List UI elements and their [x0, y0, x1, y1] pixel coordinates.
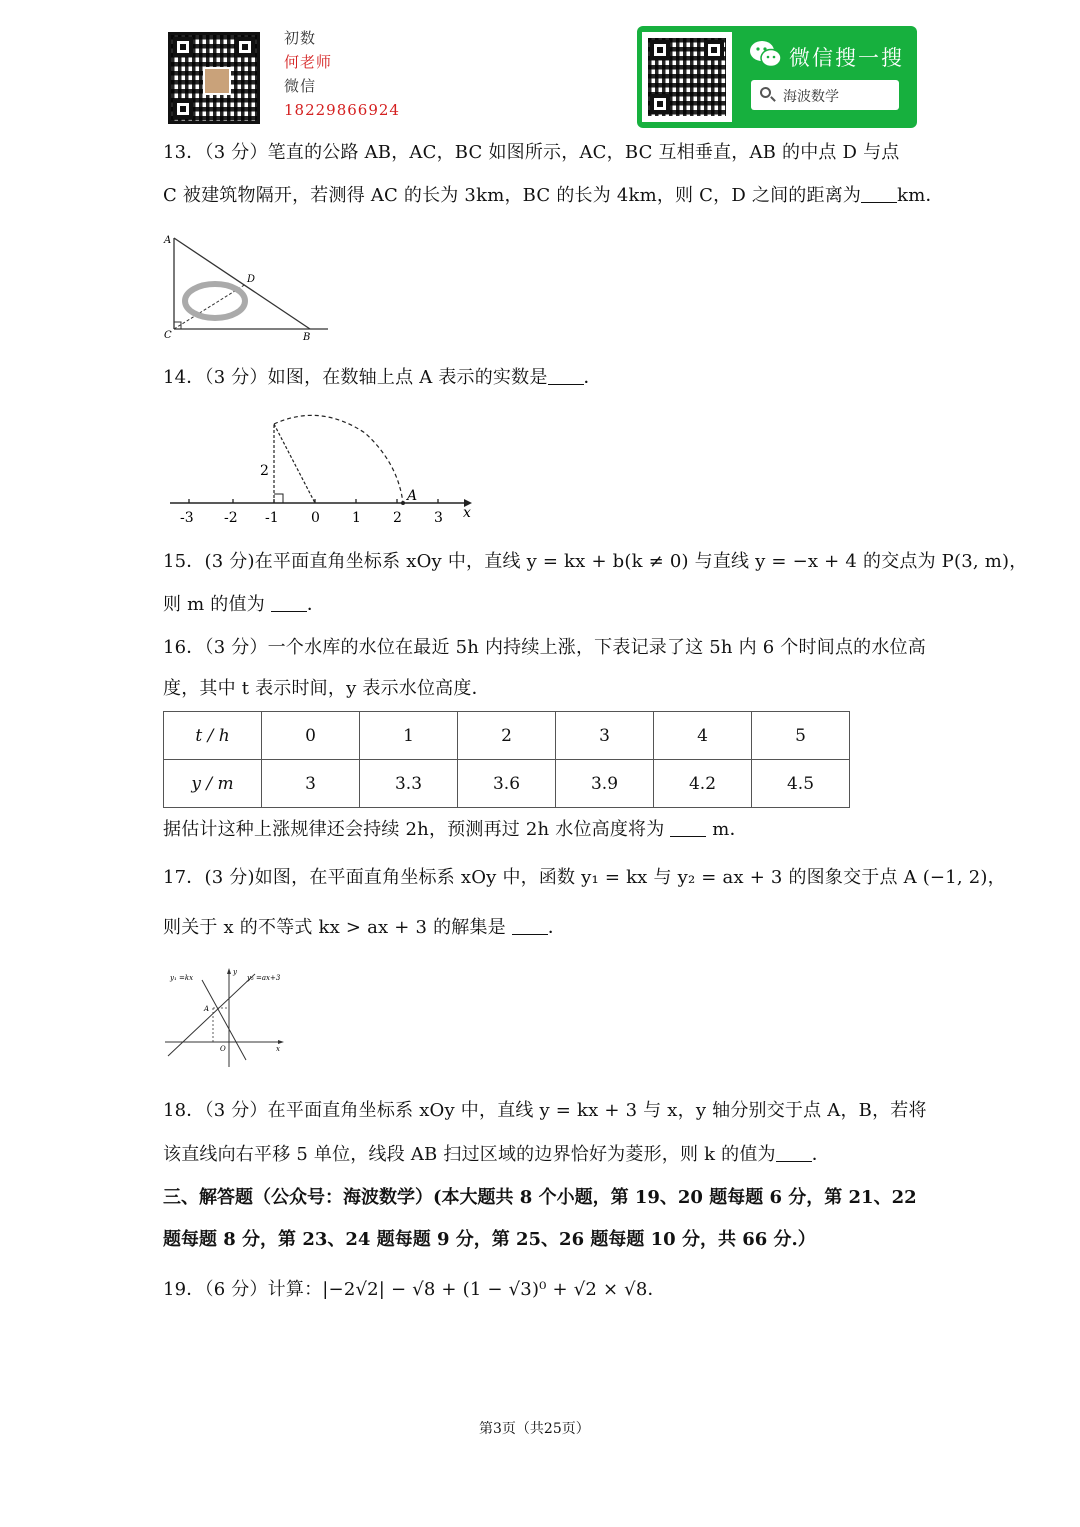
table-cell: 4.5 [752, 760, 850, 808]
contact-line-phone: 18229866924 [284, 101, 400, 119]
section-3-heading-line2: 题每题 8 分，第 23、24 题每题 9 分，第 25、26 题每题 10 分，共 66 分.） [163, 1229, 816, 1250]
table-cell: 1 [360, 712, 458, 760]
wechat-search-banner [637, 26, 917, 128]
q18-line2-text: 该直线向右平移 5 单位，线段 AB 扫过区域的边界恰好为菱形，则 k 的值为 [163, 1144, 776, 1165]
tick-label-neg1: -1 [265, 510, 279, 526]
table-cell: 3.6 [458, 760, 556, 808]
q16-answer-blank [670, 820, 706, 837]
q18-answer-blank [776, 1145, 812, 1162]
section-3-heading-line1: 三、解答题（公众号：海波数学）(本大题共 8 个小题，第 19、20 题每题 6 分，第 21、22 [163, 1187, 917, 1208]
q17-point-label-a: A [204, 1005, 210, 1013]
q17-line2 [163, 914, 566, 942]
q14-question: 14．（3 分）如图，在数轴上点 A 表示的实数是 [163, 367, 548, 388]
table-cell: 0 [262, 712, 360, 760]
tick-label-1: 1 [352, 510, 361, 526]
q13-label-a: A [164, 235, 172, 246]
q15-answer-blank [271, 595, 307, 612]
table-row [164, 760, 850, 808]
q13-label-c: C [164, 330, 172, 341]
table-row [164, 712, 850, 760]
q16-line2: 度，其中 t 表示时间，y 表示水位高度． [163, 678, 490, 699]
q15-end: ． [306, 594, 326, 615]
q16-after-table [163, 816, 748, 844]
height-label-2: 2 [260, 463, 269, 479]
qr-avatar-photo [203, 67, 231, 95]
q14-number-line-figure [160, 408, 485, 533]
q13-line2-text: C 被建筑物隔开，若测得 AC 的长为 3km，BC 的长为 4km，则 C，D 之间的距离为 [163, 185, 862, 206]
table-cell: 3.9 [556, 760, 654, 808]
table-cell: 5 [752, 712, 850, 760]
banner-qr-code [645, 35, 729, 119]
table-cell: 3.3 [360, 760, 458, 808]
q18-line2 [163, 1141, 830, 1169]
wechat-qr-code [168, 32, 260, 124]
tick-label-neg2: -2 [224, 510, 238, 526]
q14-text [163, 364, 602, 392]
table-cell: 2 [458, 712, 556, 760]
table-cell: y / m [164, 760, 262, 808]
contact-line-subject: 初数 [284, 29, 317, 47]
contact-info [284, 26, 400, 122]
q16-unit: m． [712, 819, 748, 840]
search-icon-handle [770, 96, 776, 102]
q18-line1: 18．（3 分）在平面直角坐标系 xOy 中，直线 y = kx + 3 与 x，y 轴分别交于点 A，B，若将 [163, 1100, 927, 1121]
table-cell: 4 [654, 712, 752, 760]
search-icon [760, 87, 771, 98]
tick-label-neg3: -3 [180, 510, 194, 526]
point-label-a: A [407, 488, 418, 504]
q17-graph-figure [160, 962, 290, 1074]
q17-label-y2: y₂ =ax+3 [247, 974, 281, 982]
q15-line1: 15．(3 分)在平面直角坐标系 xOy 中，直线 y = kx + b(k ≠ 0) 与直线 y = −x + 4 的交点为 P(3, m)， [163, 551, 1028, 572]
wechat-logo-icon [749, 40, 783, 70]
q18-end: ． [811, 1144, 830, 1165]
q15-line2 [163, 591, 325, 619]
q17-end: ． [547, 917, 567, 938]
tick-label-2: 2 [393, 510, 402, 526]
q16-after-text: 据估计这种上涨规律还会持续 2h，预测再过 2h 水位高度将为 [163, 819, 665, 840]
q13-label-b: B [303, 332, 311, 343]
q17-origin-label: O [220, 1045, 226, 1053]
q17-axis-label-x: x [276, 1045, 280, 1053]
contact-line-wechat: 微信 [284, 77, 317, 95]
tick-label-0: 0 [311, 510, 320, 526]
q17-label-y1: y₁ =kx [170, 974, 194, 982]
banner-search-text: 海波数学 [783, 89, 839, 105]
table-cell: 4.2 [654, 760, 752, 808]
q13-line1: 13．（3 分）笔直的公路 AB，AC，BC 如图所示，AC，BC 互相垂直，AB 的中点 D 与点 [163, 142, 900, 163]
q13-line2-unit: km． [897, 185, 944, 206]
q13-answer-blank [861, 186, 897, 203]
q13-triangle-figure [160, 228, 335, 346]
table-cell: t / h [164, 712, 262, 760]
q14-end: ． [583, 367, 602, 388]
building-blob [185, 284, 245, 318]
table-cell: 3 [556, 712, 654, 760]
water-level-table [163, 711, 850, 808]
q15-line2-text: 则 m 的值为 [163, 594, 265, 615]
axis-label-x: x [463, 505, 471, 521]
contact-line-teacher: 何老师 [284, 53, 333, 71]
table-cell: 3 [262, 760, 360, 808]
q17-axis-label-y: y [233, 968, 237, 976]
q16-line1: 16．（3 分）一个水库的水位在最近 5h 内持续上涨，下表记录了这 5h 内 6 个时间点的水位高 [163, 637, 926, 658]
q13-label-d: D [247, 274, 256, 285]
q17-line1: 17．(3 分)如图，在平面直角坐标系 xOy 中，函数 y₁ = kx 与 y₂ = ax + 3 的图象交于点 A (−1, 2)， [163, 867, 1006, 888]
banner-search-box[interactable] [751, 80, 899, 110]
q14-answer-blank [548, 368, 584, 385]
q19-text: 19．（6 分）计算：|−2√2| − √8 + (1 − √3)⁰ + √2 × √8． [163, 1279, 666, 1300]
banner-title: 微信搜一搜 [789, 46, 904, 70]
q13-line2 [163, 182, 944, 210]
tick-label-3: 3 [434, 510, 443, 526]
q17-line2-text: 则关于 x 的不等式 kx > ax + 3 的解集是 [163, 917, 506, 938]
page-number: 第3页（共25页） [479, 1421, 590, 1437]
q17-answer-blank [512, 918, 548, 935]
